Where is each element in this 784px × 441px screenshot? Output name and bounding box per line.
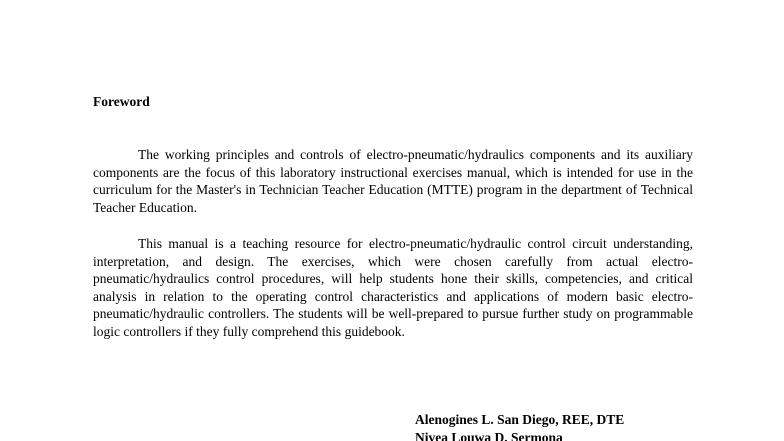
author-signature-block — [415, 411, 624, 441]
paragraph-2: This manual is a teaching resource for electro-pneumatic/hydraulic control circuit understanding, interpretation, and design. The exercises, which were chosen carefully from actual electro-pneumatic/hydraulics control procedures, will help students hone their skills, competencies, and critical analysis in relation to the operating control characteristics and applications of modern basic electro-pneumatic/hydraulic controllers. The students will be well-prepared to pursue further study on programmable logic controllers if they fully comprehend this guidebook. — [93, 236, 693, 339]
page-title: Foreword — [93, 94, 150, 109]
paragraph-1: The working principles and controls of electro-pneumatic/hydraulics components and its auxiliary components are the focus of this laboratory instructional exercises manual, which is intended for use in the curriculum for the Master's in Technician Teacher Education (MTTE) program in the department of Technical Teacher Education. — [93, 147, 693, 215]
author-name-2: Nivea Louwa D. Sermona — [415, 430, 563, 441]
author-name-1: Alenogines L. San Diego, REE, DTE — [415, 412, 625, 427]
